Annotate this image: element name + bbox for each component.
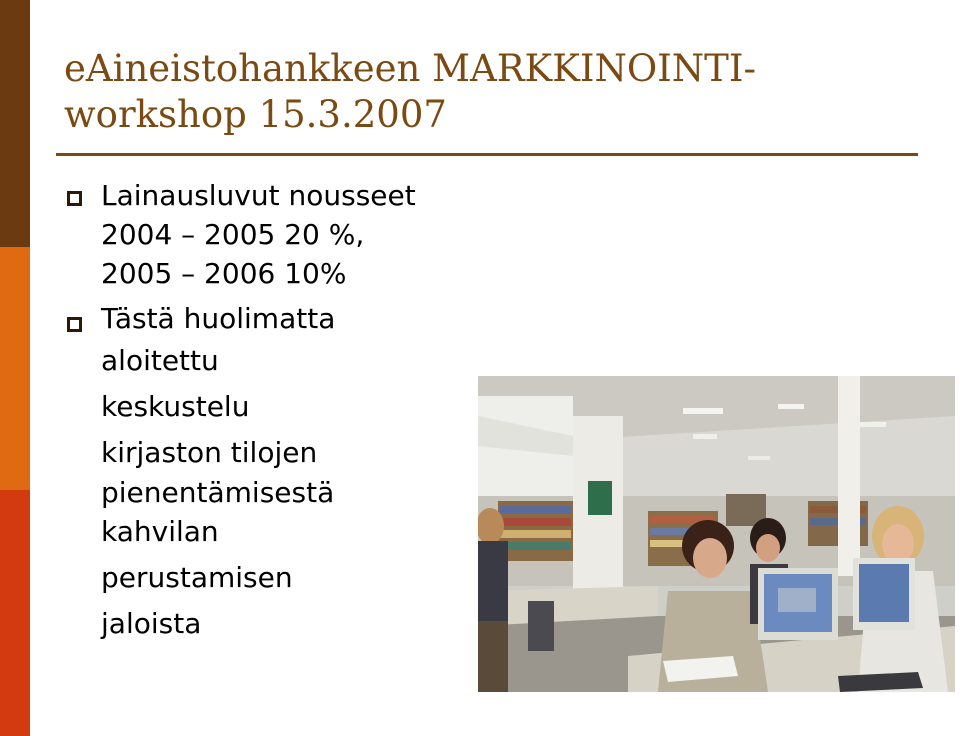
bullet-line: 2005 – 2006 10% — [101, 257, 347, 290]
bullet-line: perustamisen — [101, 561, 293, 594]
bullet-item-discussion — [64, 299, 484, 647]
hollow-square-bullet-icon — [67, 191, 82, 206]
slide-title: eAineistohankkeen MARKKINOINTI- workshop 15.3.2007 — [64, 47, 756, 136]
bullet-list — [64, 176, 484, 647]
bullet-line: keskustelu — [101, 390, 250, 423]
title-underline-rule — [56, 153, 918, 156]
bullet-line: kahvilan — [101, 515, 219, 548]
side-bar-segment-dark — [0, 0, 30, 247]
side-color-bar — [0, 0, 30, 736]
side-bar-segment-red — [0, 490, 30, 736]
bullet-line: aloitettu — [101, 344, 219, 377]
bullet-line: jaloista — [101, 607, 202, 640]
library-photo — [478, 376, 955, 692]
bullet-line: Tästä huolimatta — [101, 302, 336, 335]
bullet-line: kirjaston tilojen — [101, 436, 318, 469]
bullet-item-loans — [64, 176, 484, 293]
bullet-line: 2004 – 2005 20 %, — [101, 218, 365, 251]
side-bar-segment-orange — [0, 247, 30, 490]
library-photo-illustration — [478, 376, 955, 692]
bullet-line: Lainausluvut nousseet — [101, 179, 416, 212]
hollow-square-bullet-icon — [67, 317, 82, 332]
bullet-line: pienentämisestä — [101, 476, 335, 509]
